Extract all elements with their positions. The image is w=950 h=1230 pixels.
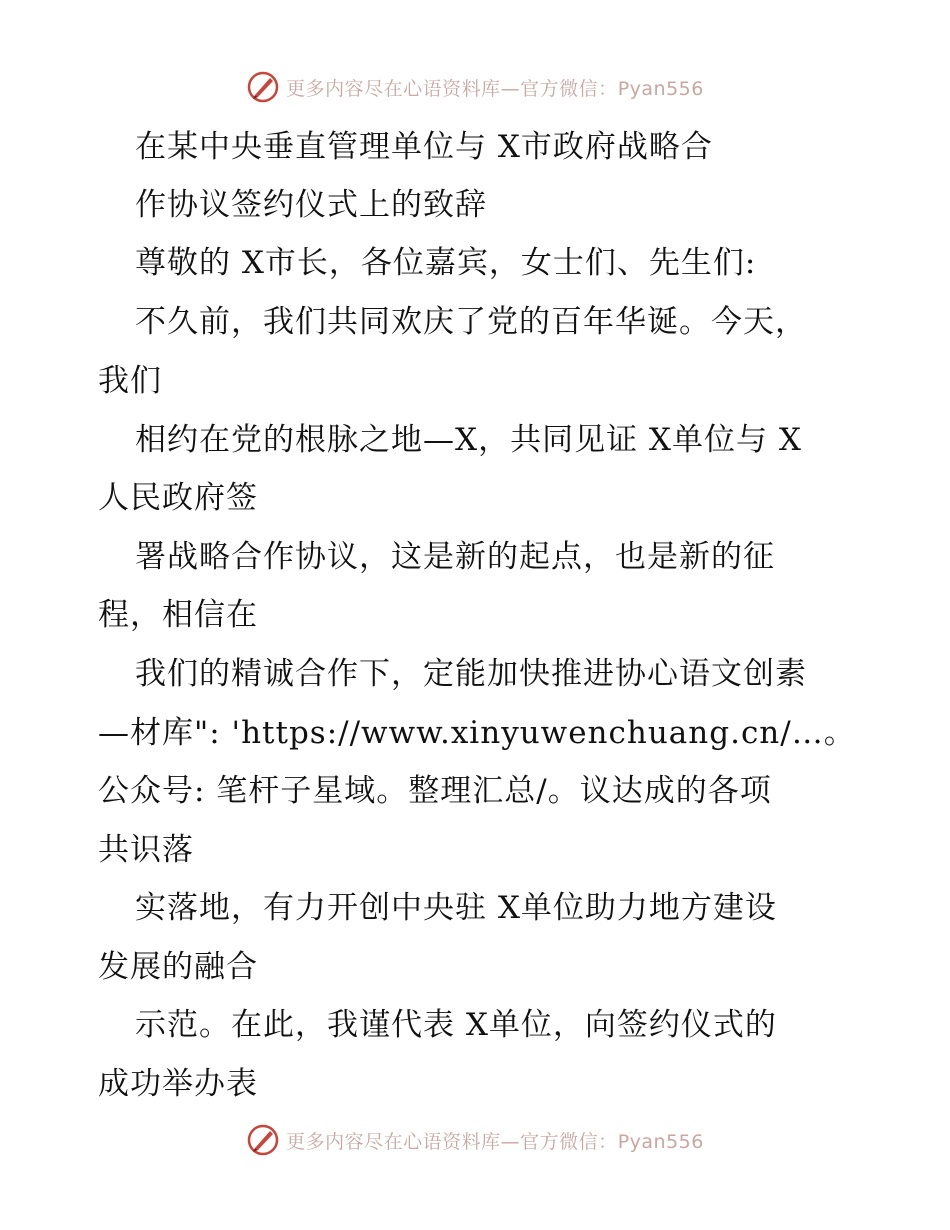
watermark-wechat-label: 官方微信： bbox=[520, 77, 618, 100]
watermark-wechat-id: Pyan556 bbox=[617, 77, 704, 100]
text-line: 共识落 bbox=[98, 832, 194, 868]
text-line: 在某中央垂直管理单位与 X市政府战略合 bbox=[135, 129, 713, 165]
text-line: 人民政府签 bbox=[98, 480, 258, 516]
text-line: 相约在党的根脉之地—X，共同见证 X单位与 X bbox=[135, 422, 802, 458]
text-line: 程，相信在 bbox=[98, 597, 258, 633]
watermark-main: 更多内容尽在心语资料库 bbox=[286, 77, 501, 100]
text-line: 我们 bbox=[98, 363, 162, 399]
watermark-text bbox=[286, 1127, 704, 1154]
watermark-wechat-id: Pyan556 bbox=[617, 1130, 704, 1153]
watermark-sep: — bbox=[500, 77, 521, 100]
text-line: 公众号: 笔杆子星域。整理汇总/。议达成的各项 bbox=[98, 773, 772, 809]
text-line: 我们的精诚合作下，定能加快推进协心语文创素 bbox=[135, 656, 807, 692]
text-line: —材库": 'https://www.xinyuwenchuang.cn/…。 bbox=[98, 715, 856, 751]
watermark-sep: — bbox=[500, 1130, 521, 1153]
watermark-wechat-label: 官方微信： bbox=[520, 1130, 618, 1153]
text-line: 不久前，我们共同欢庆了党的百年华诞。今天， bbox=[135, 304, 807, 340]
text-line: 尊敬的 X市长，各位嘉宾，女士们、先生们: bbox=[135, 245, 757, 281]
quill-pen-logo-icon bbox=[246, 1123, 280, 1157]
footer-watermark bbox=[0, 1123, 950, 1157]
text-line: 示范。在此，我谨代表 X单位，向签约仪式的 bbox=[135, 1007, 777, 1043]
text-line: 发展的融合 bbox=[98, 949, 258, 985]
text-line: 实落地，有力开创中央驻 X单位助力地方建设 bbox=[135, 890, 777, 926]
text-line: 成功举办表 bbox=[98, 1066, 258, 1102]
text-line: 作协议签约仪式上的致辞 bbox=[135, 187, 487, 223]
text-line: 署战略合作协议，这是新的起点，也是新的征 bbox=[135, 539, 775, 575]
watermark-main: 更多内容尽在心语资料库 bbox=[286, 1130, 501, 1153]
